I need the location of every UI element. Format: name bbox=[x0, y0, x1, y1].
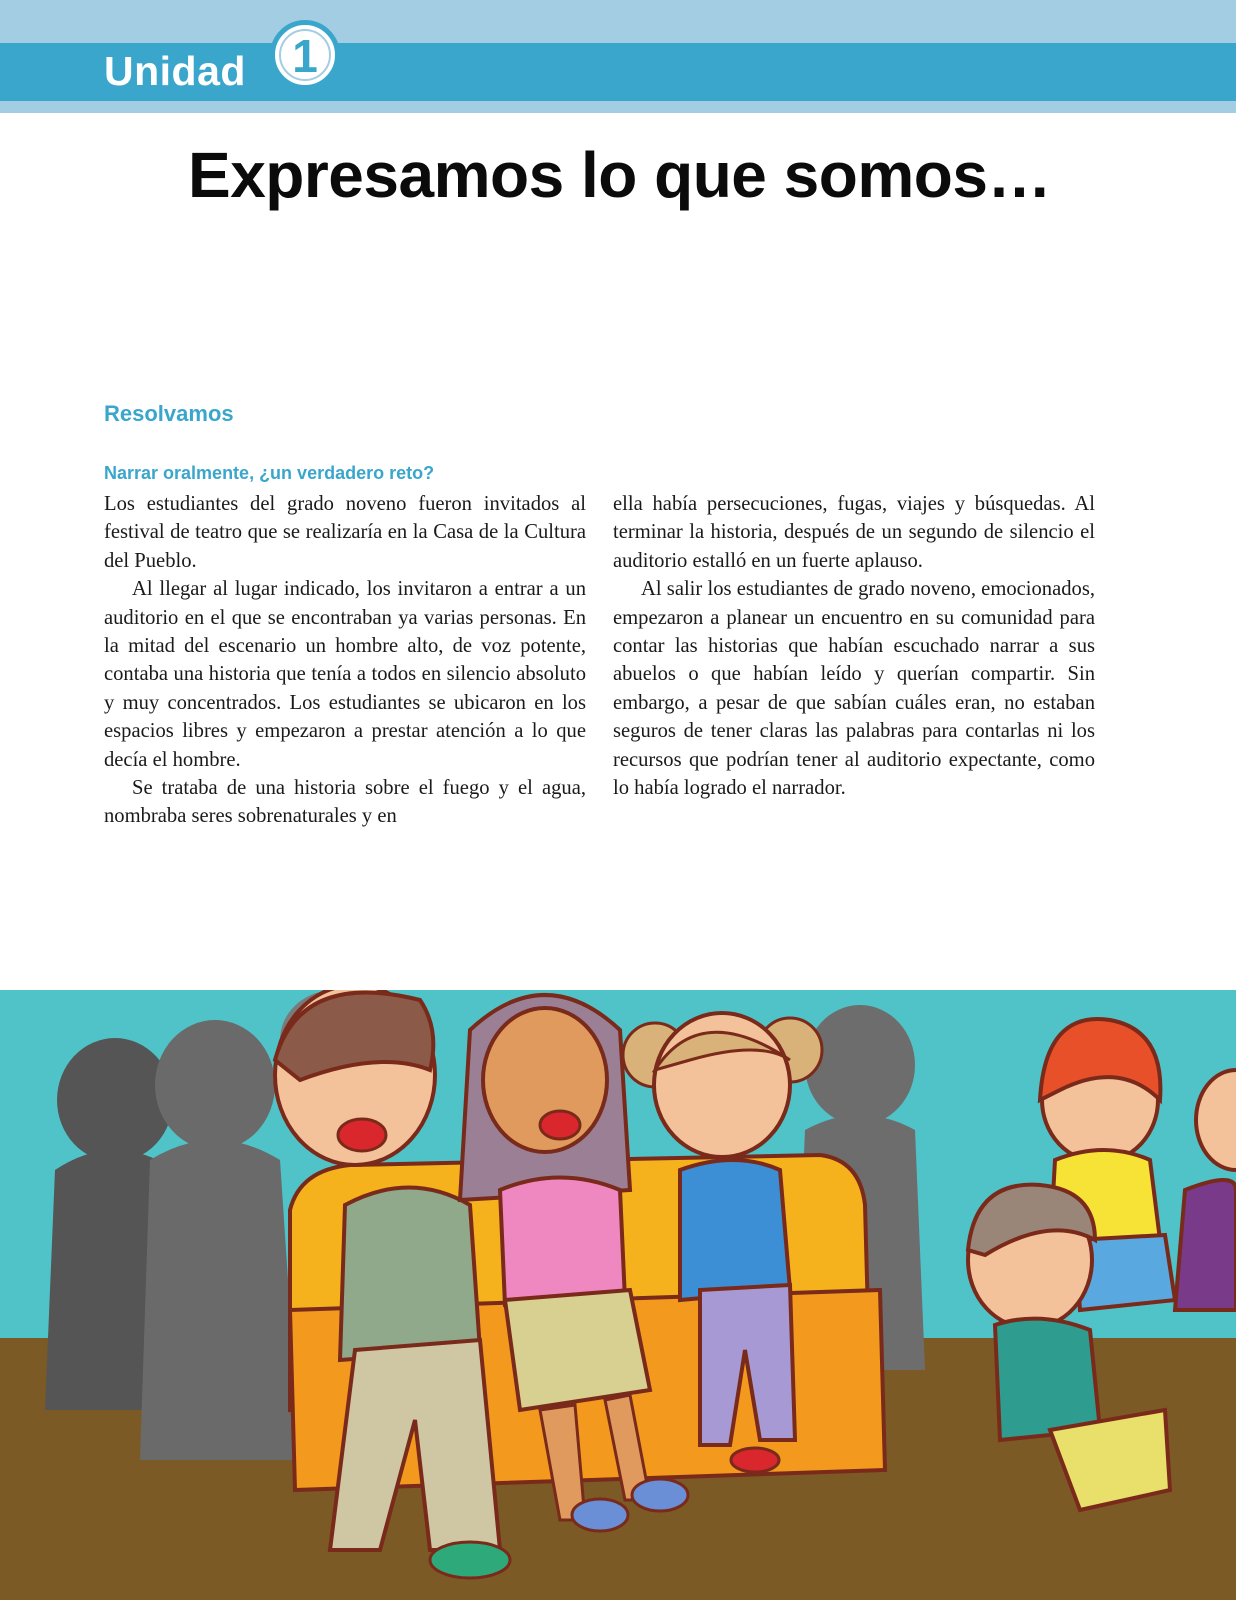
storytelling-illustration bbox=[0, 990, 1236, 1600]
section-heading: Resolvamos bbox=[104, 401, 234, 426]
unit-number-badge bbox=[270, 20, 340, 90]
page-title: Expresamos lo que somos… bbox=[188, 139, 1051, 211]
paragraph: Los estudiantes del grado noveno fueron invitados al festival de teatro que se realizaría en la Casa de la Cultura del Pueblo. bbox=[104, 493, 586, 572]
paragraph: Se trataba de una historia sobre el fuego y el agua, nombraba seres sobrenaturales y en bbox=[104, 777, 586, 828]
paragraph: ella había persecuciones, fugas, viajes y búsquedas. Al terminar la historia, después de un segundo de silencio el auditorio estalló en un fuerte aplauso. bbox=[613, 493, 1095, 572]
unit-label: Unidad bbox=[104, 48, 246, 94]
paragraph: Al salir los estudiantes de grado noveno, emocionados, empezaron a planear un encuentro en su comunidad para contar las historias que habían escuchado narrar a sus abuelos o que habían leído y querían compartir. Sin embargo, a pesar de que sabían cuáles eran, no estaban seguros de tener claras las palabras para contarlas ni los recursos que podrían tener al auditorio expectante, como lo había logrado el narrador. bbox=[613, 578, 1095, 800]
text-column-left bbox=[104, 490, 586, 831]
header-band-bottom bbox=[0, 101, 1236, 113]
text-column-right bbox=[613, 490, 1095, 802]
section-subheading: Narrar oralmente, ¿un verdadero reto? bbox=[104, 463, 435, 483]
paragraph: Al llegar al lugar indicado, los invitaron a entrar a un auditorio en el que se encontraban ya varias personas. En la mitad del escenario un hombre alto, de voz potente, contaba una historia que tenía a todos en silencio absoluto y muy concentrados. Los estudiantes se ubicaron en los espacios libres y empezaron a prestar atención a lo que decía el hombre. bbox=[104, 578, 586, 771]
header-band-top bbox=[0, 0, 1236, 43]
unit-number: 1 bbox=[292, 30, 318, 82]
